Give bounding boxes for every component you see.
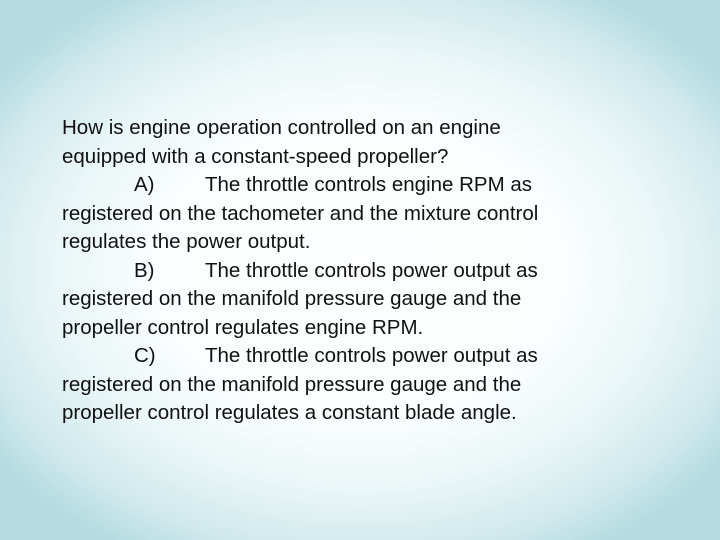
option-a-line: regulates the power output. — [62, 230, 311, 253]
option-c-line: registered on the manifold pressure gauge and the — [62, 372, 522, 396]
option-b-letter: B) — [134, 258, 155, 282]
option-b-first-line: The throttle controls power output as — [205, 258, 538, 282]
option-b-line: registered on the manifold pressure gauge and the — [62, 287, 522, 310]
option-a-first-line: The throttle controls engine RPM as — [205, 173, 533, 196]
option-c-first-line: The throttle controls power output as — [205, 344, 538, 367]
option-c-letter: C) — [134, 344, 156, 367]
question-line: equipped with a constant-speed propeller? — [62, 144, 449, 168]
option-a-line: registered on the tachometer and the mixture control — [62, 201, 539, 225]
option-b-head — [62, 257, 662, 286]
option-a-letter: A) — [134, 173, 155, 196]
question-line: How is engine operation controlled on an engine — [62, 116, 501, 139]
option-c-line: propeller control regulates a constant blade angle. — [62, 401, 517, 424]
option-b-line: propeller control regulates engine RPM. — [62, 315, 424, 339]
question-text-block — [62, 114, 662, 428]
option-c-head — [62, 342, 662, 371]
option-a-head — [62, 171, 662, 200]
